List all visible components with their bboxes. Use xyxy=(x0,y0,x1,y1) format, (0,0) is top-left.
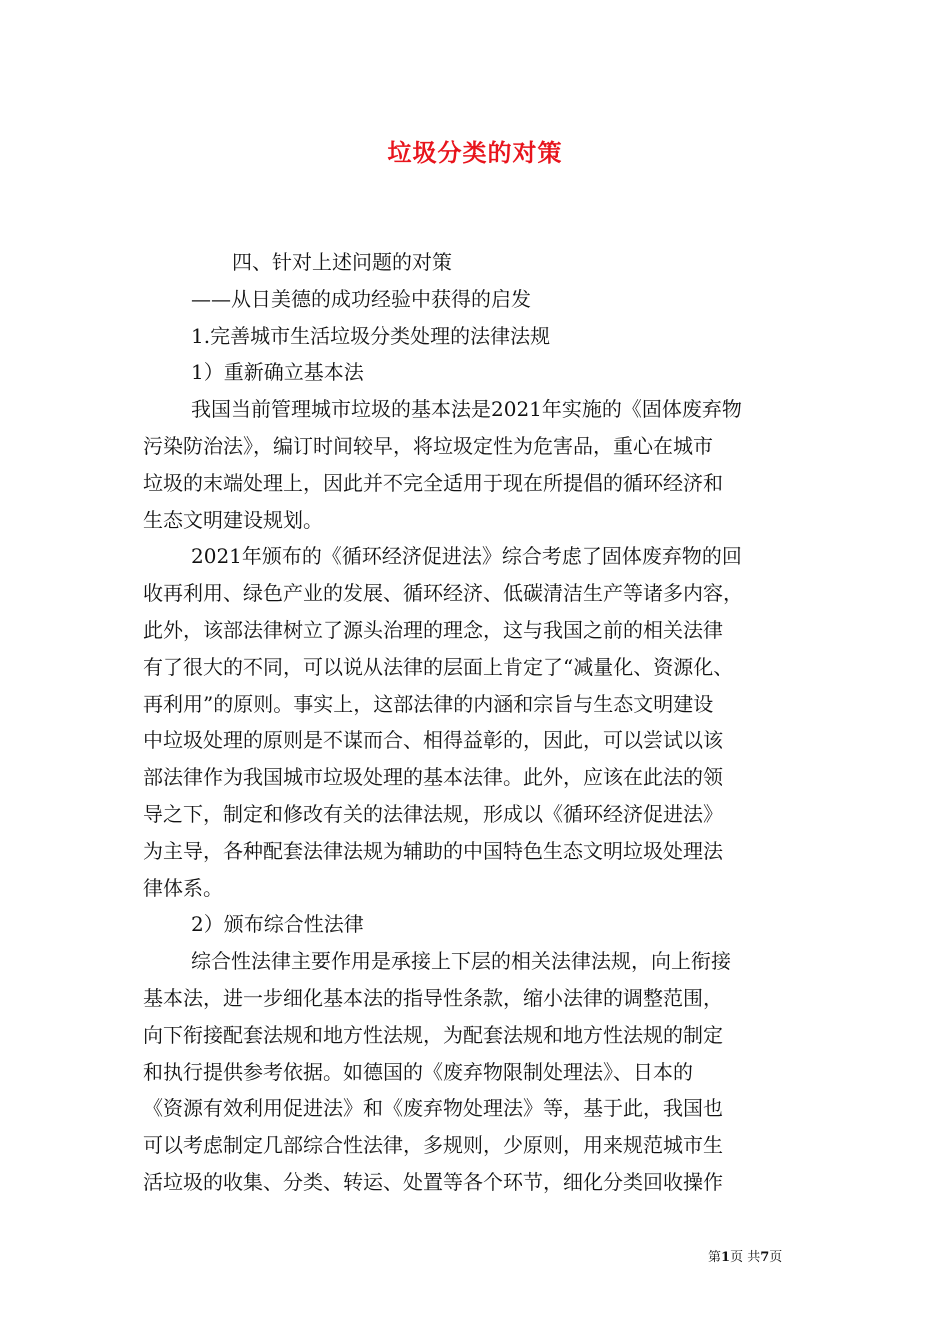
paragraph-line: 污染防治法》，编订时间较早，将垃圾定性为危害品，重心在城市 xyxy=(143,434,713,458)
footer-middle: 页 共 xyxy=(730,1250,761,1265)
paragraph-line: 有了很大的不同，可以说从法律的层面上肯定了“减量化、资源化、 xyxy=(143,655,734,679)
paragraph-line: 2021年颁布的《循环经济促进法》综合考虑了固体废弃物的回 xyxy=(191,544,742,568)
paragraph-line: 此外，该部法律树立了源头治理的理念，这与我国之前的相关法律 xyxy=(143,618,723,642)
section-subheading: ——从日美德的成功经验中获得的启发 xyxy=(191,287,531,311)
document-title: 垃圾分类的对策 xyxy=(387,138,563,167)
paragraph-line: 导之下，制定和修改有关的法律法规，形成以《循环经济促进法》 xyxy=(143,802,723,826)
paragraph-line: 活垃圾的收集、分类、转运、处置等各个环节，细化分类回收操作 xyxy=(143,1170,723,1194)
paragraph-line: 综合性法律主要作用是承接上下层的相关法律法规，向上衔接 xyxy=(191,949,731,973)
subsubsection-heading: 1）重新确立基本法 xyxy=(191,360,364,384)
paragraph-line: 为主导，各种配套法律法规为辅助的中国特色生态文明垃圾处理法 xyxy=(143,839,723,863)
paragraph-line: 收再利用、绿色产业的发展、循环经济、低碳清洁生产等诸多内容， xyxy=(143,581,743,605)
paragraph-line: 生态文明建设规划。 xyxy=(143,508,323,532)
paragraph-line: 律体系。 xyxy=(143,876,223,900)
paragraph-line: 《资源有效利用促进法》和《废弃物处理法》等，基于此，我国也 xyxy=(143,1096,723,1120)
paragraph-line: 可以考虑制定几部综合性法律，多规则，少原则，用来规范城市生 xyxy=(143,1133,723,1157)
subsubsection-heading: 2）颁布综合性法律 xyxy=(191,912,364,936)
subsection-heading: 1.完善城市生活垃圾分类处理的法律法规 xyxy=(191,324,551,348)
footer-prefix: 第 xyxy=(708,1250,722,1265)
page-footer xyxy=(708,1246,782,1265)
paragraph-line: 中垃圾处理的原则是不谋而合、相得益彰的，因此，可以尝试以该 xyxy=(143,728,723,752)
current-page-number: 1 xyxy=(721,1250,731,1265)
paragraph-line: 我国当前管理城市垃圾的基本法是2021年实施的《固体废弃物 xyxy=(191,397,742,421)
paragraph-line: 向下衔接配套法规和地方性法规，为配套法规和地方性法规的制定 xyxy=(143,1023,723,1047)
paragraph-line: 和执行提供参考依据。如德国的《废弃物限制处理法》、日本的 xyxy=(143,1060,693,1084)
paragraph-line: 垃圾的末端处理上，因此并不完全适用于现在所提倡的循环经济和 xyxy=(143,471,723,495)
paragraph-line: 再利用”的原则。事实上，这部法律的内涵和宗旨与生态文明建设 xyxy=(143,692,714,716)
footer-suffix: 页 xyxy=(769,1250,783,1265)
paragraph-line: 部法律作为我国城市垃圾处理的基本法律。此外，应该在此法的领 xyxy=(143,765,723,789)
total-page-count: 7 xyxy=(760,1250,770,1265)
paragraph-line: 基本法，进一步细化基本法的指导性条款，缩小法律的调整范围， xyxy=(143,986,723,1010)
section-heading: 四、针对上述问题的对策 xyxy=(232,250,452,274)
